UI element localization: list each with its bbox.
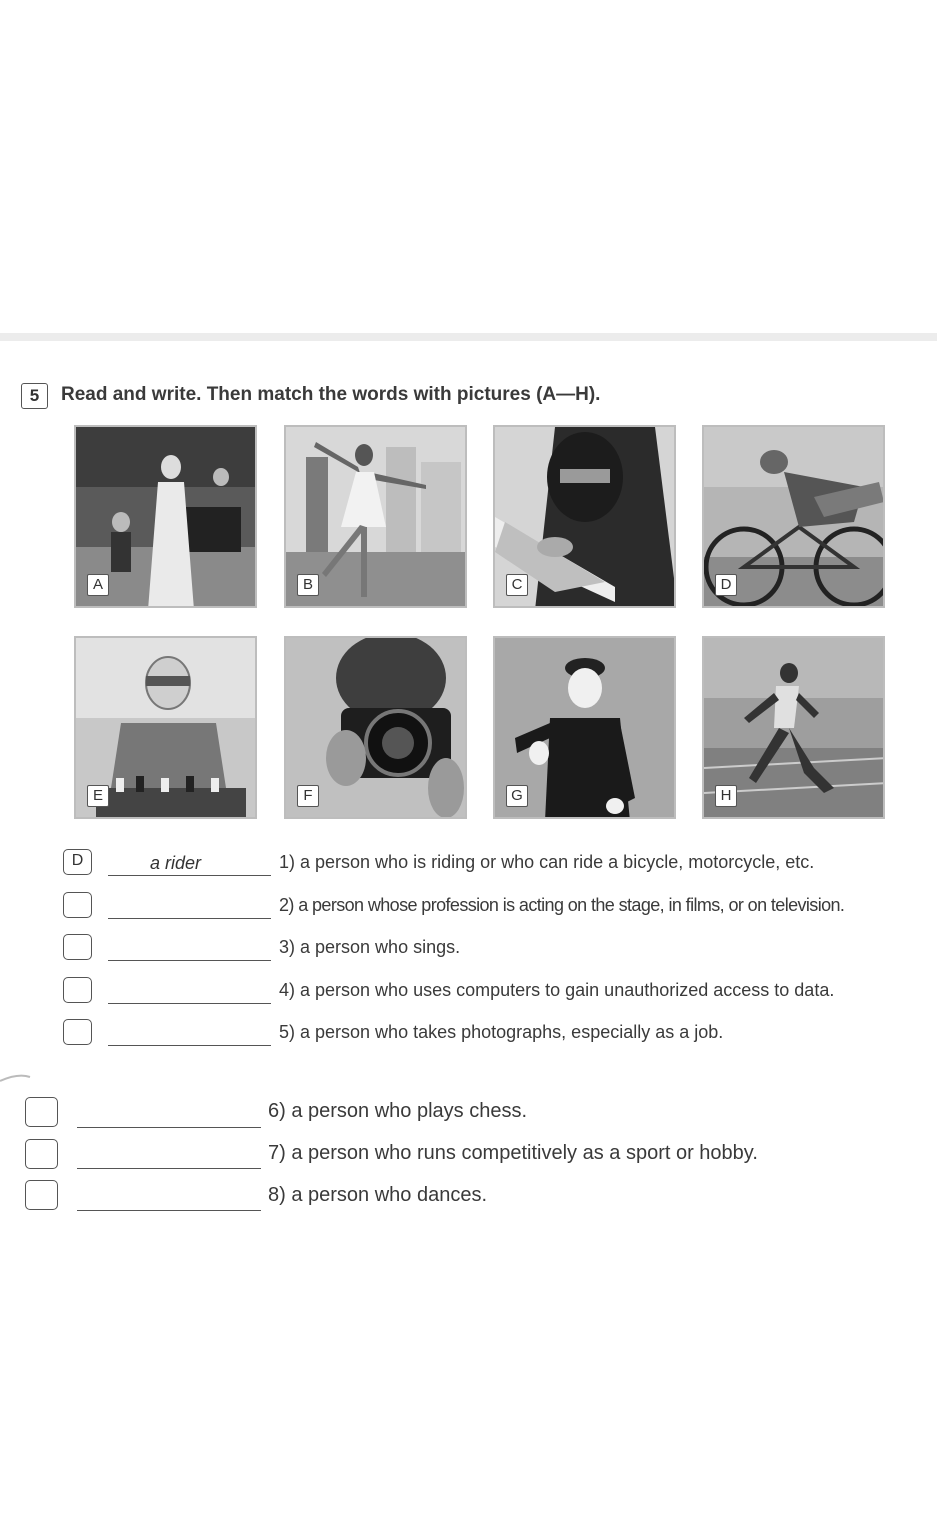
definition-8: 8) a person who dances. [268,1184,488,1206]
picture-letter: G [506,785,528,807]
definition-1: 1) a person who is riding or who can ride a bicycle, motorcycle, etc. [279,852,815,872]
answer-box-2[interactable] [63,892,92,918]
answer-box-4[interactable] [63,977,92,1003]
answer-line-1[interactable] [108,875,271,876]
picture-a [74,425,257,608]
picture-h [702,636,885,819]
answer-text-1: a rider [150,853,202,873]
picture-letter: B [297,574,319,596]
picture-letter: F [297,785,319,807]
answer-line-6[interactable] [77,1127,261,1128]
definition-3: 3) a person who sings. [279,937,461,957]
exercise-instruction: Read and write. Then match the words with pictures (A—H). [61,384,601,405]
picture-letter: H [715,785,737,807]
picture-letter: A [87,574,109,596]
picture-f [284,636,467,819]
picture-c [493,425,676,608]
definition-5: 5) a person who takes photographs, especially as a job. [279,1022,724,1042]
picture-letter: C [506,574,528,596]
answer-line-8[interactable] [77,1210,261,1211]
answer-box-1[interactable]: D [63,849,92,875]
answer-line-5[interactable] [108,1045,271,1046]
definition-2: 2) a person whose profession is acting on the stage, in films, or on television. [279,895,845,915]
answer-box-3[interactable] [63,934,92,960]
picture-letter: E [87,785,109,807]
definition-4: 4) a person who uses computers to gain unauthorized access to data. [279,980,835,1000]
picture-g [493,636,676,819]
answer-box-8[interactable] [25,1180,58,1210]
picture-b [284,425,467,608]
answer-line-4[interactable] [108,1003,271,1004]
answer-box-5[interactable] [63,1019,92,1045]
answer-line-7[interactable] [77,1168,261,1169]
definition-6: 6) a person who plays chess. [268,1100,528,1122]
answer-box-6[interactable] [25,1097,58,1127]
page-curl-icon [0,1073,40,1085]
picture-d [702,425,885,608]
answer-line-2[interactable] [108,918,271,919]
exercise-number: 5 [21,383,48,409]
definition-7: 7) a person who runs competitively as a sport or hobby. [268,1142,758,1164]
page-top-divider [0,333,937,341]
answer-box-7[interactable] [25,1139,58,1169]
answer-line-3[interactable] [108,960,271,961]
picture-letter: D [715,574,737,596]
picture-e [74,636,257,819]
